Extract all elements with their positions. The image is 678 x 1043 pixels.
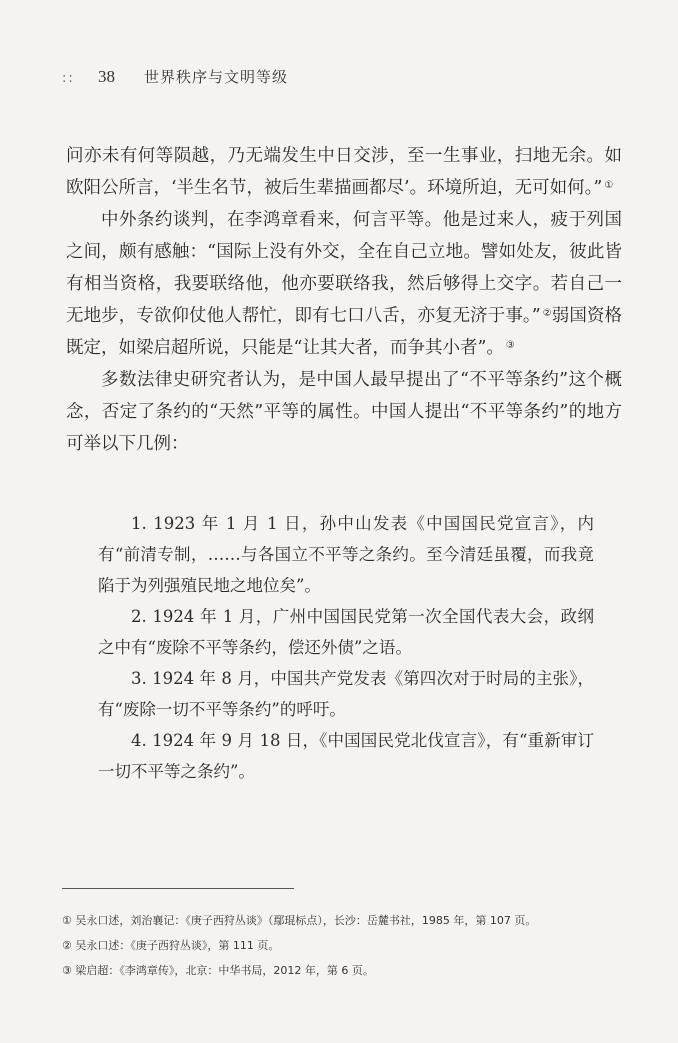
paragraph-2-tail: 弱国资格既定，如梁启超所说，只能是“让其大者，而争其小者”。 xyxy=(66,306,623,358)
paragraph-1-text: 问亦未有何等陨越，乃无端发生中日交涉，至一生事业，扫地无余。如欧阳公所言，‘半生名节，被后生辈描画都尽’。环境所迫，无可如何。” xyxy=(66,146,622,198)
footnote-divider xyxy=(62,888,294,889)
footnote-ref-2: ② xyxy=(542,308,552,319)
paragraph-1 xyxy=(66,140,622,204)
footnote-1: ① 吴永口述，刘治襄记：《庚子西狩丛谈》（鄢琨标点），长沙：岳麓书社，1985 年，第 107 页。 xyxy=(62,914,537,927)
footnote-ref-1: ① xyxy=(604,180,614,191)
footnote-ref-3: ③ xyxy=(505,340,515,351)
book-title: 世界秩序与文明等级 xyxy=(144,68,289,86)
example-item-4: 4. 1924 年 9 月 18 日，《中国国民党北伐宣言》，有“重新审订一切不平等之条约”。 xyxy=(98,731,594,781)
example-item-2: 2. 1924 年 1 月，广州中国国民党第一次全国代表大会，政纲之中有“废除不平等条约，偿还外债”之语。 xyxy=(98,607,594,657)
footnote-3: ③ 梁启超：《李鸿章传》，北京：中华书局，2012 年，第 6 页。 xyxy=(62,964,374,977)
running-header xyxy=(62,66,288,87)
header-ornament: :: xyxy=(62,71,75,86)
body-text xyxy=(66,140,622,460)
paragraph-2 xyxy=(66,204,622,364)
footnote-2: ② 吴永口述：《庚子西狩丛谈》，第 111 页。 xyxy=(62,939,280,952)
footnotes xyxy=(62,908,632,983)
example-item-1: 1. 1923 年 1 月 1 日，孙中山发表《中国国民党宣言》，内有“前清专制，……与各国立不平等之条约。至今清廷虽覆，而我竟陷于为列强殖民地之地位矣”。 xyxy=(98,514,594,595)
paragraph-3: 多数法律史研究者认为，是中国人最早提出了“不平等条约”这个概念，否定了条约的“天然”平等的属性。中国人提出“不平等条约”的地方可举以下几例： xyxy=(66,370,622,454)
paragraph-2-text: 中外条约谈判，在李鸿章看来，何言平等。他是过来人，疲于列国之间，颇有感触：“国际上没有外交，全在自己立地。譬如处友，彼此皆有相当资格，我要联络他，他亦要联络我，然后够得上交字。若自己一无地步，专欲仰仗他人帮忙，即有七口八舌，亦复无济于事。” xyxy=(66,210,622,326)
example-item-3: 3. 1924 年 8 月，中国共产党发表《第四次对于时局的主张》，有“废除一切不平等条约”的呼吁。 xyxy=(98,669,594,719)
examples-list xyxy=(98,508,594,787)
page-number: 38 xyxy=(98,67,115,86)
